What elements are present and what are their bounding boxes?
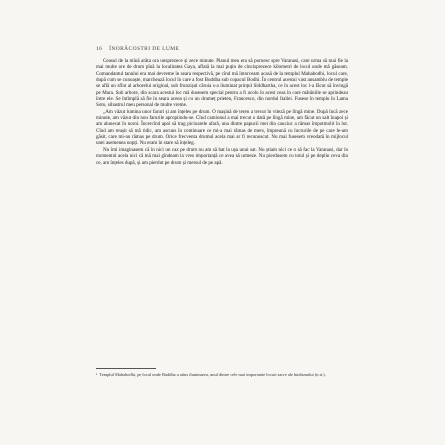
page-number: 16	[96, 46, 103, 52]
body-text	[96, 58, 348, 166]
paragraph: „Am văzut lumina unor faruri și am înțeles pe drum. O mașină de teren a trecut în viteză pe lîngă mine. După încă zece minute, am văzut din nou farurile apropiindu-se. Cînd camionul a mai trecut o dată pe lîngă mine, am făcut un salt înapoi și am alunecat în noroi. Încercînd apoi să trag picioarele afară, una dintre papucii mei din cauciuc a rămas împotmolit în lut. Cînd am reușit să mă ridic, am ascuns în continuare ce mi-a mai rămas de mers, împreună cu lucrurile de pe care le-am găsit, care mi-au rămas pe drum. Orice frecventa drumul acela mai ar fi recunoscut. Nu mai fusesem vreodată în mijlocul unei asemenea nopți. Nu eram în stare să înțeleg.	[96, 108, 348, 147]
running-head-title: ÎNORÂCOSTRI DE LUME	[109, 46, 180, 52]
footnote	[96, 372, 348, 377]
paragraph: Nu îmi imaginasem că în nici un caz pe drum nu am să bat la ușa unui sat. Nu știam nici ce o să fac la Varanasi, dar în momentul acela nici că mă mai gîndeam la vreo importanță ce avea să urmeze. Nu pierdusem cu totul și pe deplin ceva din ce, am înțeles după, și am pierdut pe drum și mersul de pe apă.	[96, 146, 348, 166]
footnote-mark: ¹	[96, 372, 98, 377]
footnote-rule	[96, 368, 156, 369]
running-head	[96, 46, 179, 52]
footnote-text: Templul Mahabodhi, pe locul unde Buddha a atins iluminarea, unul dintre cele mai importante locuri sacre ale budismului (n.tr.).	[99, 372, 326, 377]
paragraph: Ceasul de la mînă arăta ora unsprezece și zece minute. Planul meu era să pornesc spre Varanasi, care urma să mai fie la mai multe ore de drum pînă la localitatea Gaya, aflată la mai puțin de cincisprezece kilometri de locul unde mă găseam. Comandantul tanului era mai devreme în seara respectivă, pe cînd mă întorceam acasă de la templul Mahabodhi, locul care, după cum se cunoaște, marchează locul în care a fost Buddha sub copacul Bodhi. În centrul acestui vast ansamblu de temple se află un sfînt al arborelui original, sub frunzișul căruia s-a iluminat prințul Siddhartha, ce în acest loc l-a făcut să învingă pe Mara. Sub arbore, din scara acestui loc mă dusesem special pentru a fi acolo în acest ceas în care mătăniile se aprindeau între ele. Se întîmplă să fie în seara aceea și cu un drumeț prieten, Francesco, din nordul Italiei. Fusese în templu în Lama Soto, sihastrul meu personal de multe vreme.	[96, 58, 348, 109]
